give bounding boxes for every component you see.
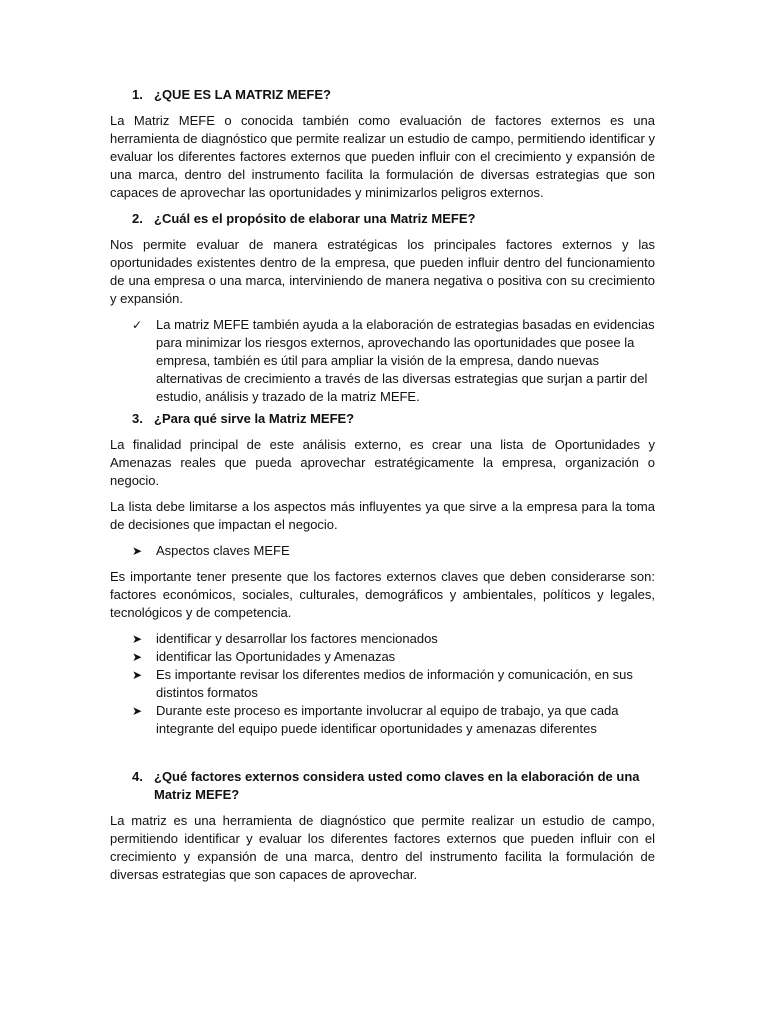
list-item	[110, 316, 655, 406]
section-number: 4.	[132, 769, 143, 784]
check-list	[110, 316, 655, 406]
checkmark-icon: ✓	[132, 318, 143, 332]
arrowhead-bullet-icon: ➤	[132, 668, 143, 682]
section-3-paragraph-2: La lista debe limitarse a los aspectos más influyentes ya que sirve a la empresa para la toma de decisiones que impactan el negocio.	[110, 499, 655, 532]
list-item	[110, 666, 655, 702]
list-item-text: Es importante revisar los diferentes medios de información y comunicación, en sus distintos formatos	[156, 667, 633, 700]
section-title: ¿QUE ES LA MATRIZ MEFE?	[154, 87, 331, 102]
section-3-heading	[110, 410, 655, 428]
list-item	[110, 542, 655, 560]
section-2-heading	[110, 210, 655, 228]
list-item-text: identificar y desarrollar los factores mencionados	[156, 631, 438, 646]
section-3-paragraph-3: Es importante tener presente que los factores externos claves que deben considerarse son: factores económicos, sociales, culturales, demográficos y ambientales, políticos y legales, tecnológicos y de competencia.	[110, 569, 655, 620]
list-item	[110, 630, 655, 648]
list-item-text: La matriz MEFE también ayuda a la elaboración de estrategias basadas en evidencias para minimizar los riesgos externos, aprovechando las oportunidades que posee la empresa, también es útil para ampliar la visión de la empresa, dando nuevas alternativas de crecimiento a través de las diversas estrategias que surjan a partir del estudio, análisis y trazado de la matriz MEFE.	[156, 317, 655, 404]
section-number: 2.	[132, 211, 143, 226]
list-item-text: Durante este proceso es importante involucrar al equipo de trabajo, ya que cada integrante del equipo puede identificar oportunidades y amenazas diferentes	[156, 703, 619, 736]
list-item	[110, 648, 655, 666]
section-4-paragraph: La matriz es una herramienta de diagnóstico que permite realizar un estudio de campo, permitiendo identificar y evaluar los diferentes factores externos que pueden influir con el crecimiento y expansión de una marca, dentro del instrumento facilita la formulación de diversas estrategias que son capaces de aprovechar.	[110, 813, 655, 882]
sub-heading-list	[110, 542, 655, 560]
list-item-text: identificar las Oportunidades y Amenazas	[156, 649, 396, 664]
section-1-heading	[110, 86, 655, 104]
document-content	[110, 86, 655, 892]
section-2-paragraph: Nos permite evaluar de manera estratégicas los principales factores externos y las oportunidades existentes dentro de la empresa, que pueden influir dentro del funcionamiento de una empresa o una marca, interviniendo de manera negativa o positiva con su crecimiento y expansión.	[110, 237, 655, 306]
list-item	[110, 702, 655, 738]
section-3-paragraph-1: La finalidad principal de este análisis externo, es crear una lista de Oportunidades y Amenazas reales que pueda aprovechar estratégicamente la empresa, organización o negocio.	[110, 437, 655, 488]
arrowhead-bullet-icon: ➤	[132, 650, 143, 664]
spacer	[110, 742, 655, 768]
section-number: 3.	[132, 411, 143, 426]
arrowhead-bullet-icon: ➤	[132, 632, 143, 646]
section-1-paragraph: La Matriz MEFE o conocida también como evaluación de factores externos es una herramienta de diagnóstico que permite realizar un estudio de campo, permitiendo identificar y evaluar los diferentes factores externos que pueden influir con el crecimiento y expansión de una marca, dentro del instrumento facilita la formulación de diversas estrategias que son capaces de aprovechar las oportunidades y minimizarlos peligros externos.	[110, 113, 655, 200]
section-4-heading	[110, 768, 655, 804]
arrowhead-bullet-icon: ➤	[132, 704, 143, 718]
section-number: 1.	[132, 87, 143, 102]
arrowhead-bullet-icon: ➤	[132, 544, 143, 558]
sub-heading: Aspectos claves MEFE	[156, 543, 290, 558]
section-title: ¿Qué factores externos considera usted como claves en la elaboración de una Matriz MEFE?	[154, 769, 640, 802]
section-title: ¿Cuál es el propósito de elaborar una Matriz MEFE?	[154, 211, 476, 226]
bullet-list	[110, 630, 655, 738]
section-title: ¿Para qué sirve la Matriz MEFE?	[154, 411, 355, 426]
